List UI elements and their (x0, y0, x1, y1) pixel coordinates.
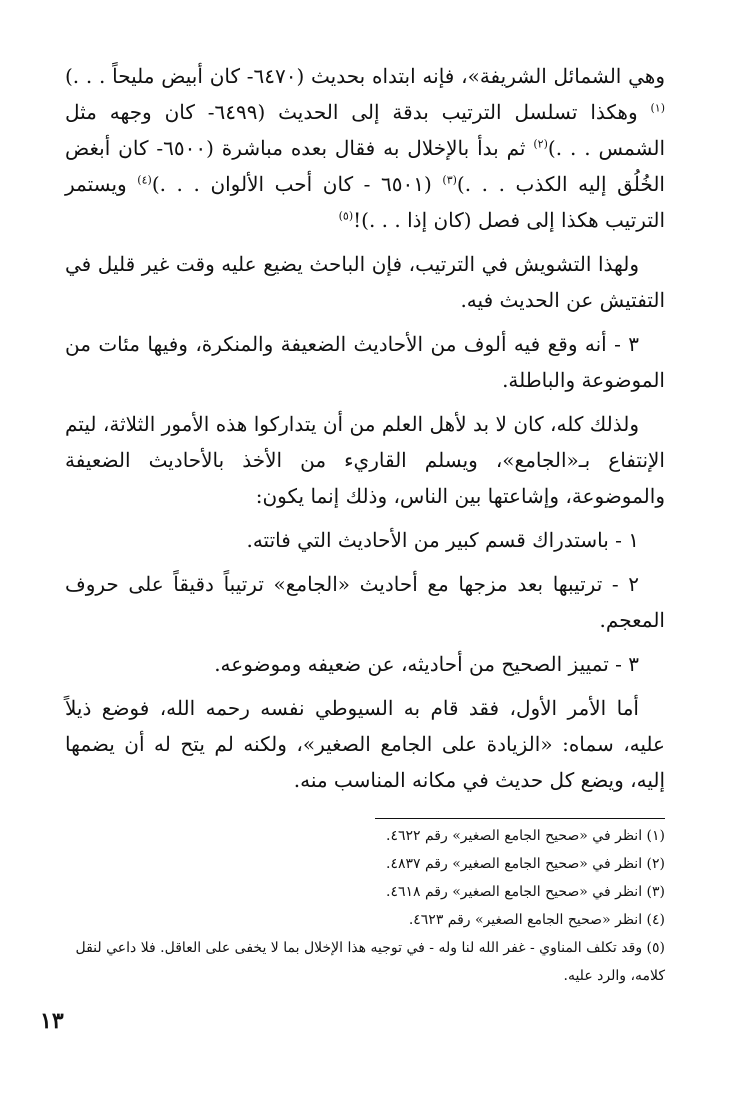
paragraph: ولذلك كله، كان لا بد لأهل العلم من أن يتداركوا هذه الأمور الثلاثة، ليتم الإنتفاع بـ«الجامع»، ويسلم القاريء من الأخذ بالأحاديث الضعيفة والموضوعة، وإشاعتها بين الناس، وذلك إنما يكون: (65, 412, 665, 508)
paragraph-text: وهكذا تسلسل الترتيب بدقة إلى الحديث (٦٤٩٩- كان وجهه مثل الشمس . . .) (65, 100, 666, 160)
footnote-marker-5: (٥) (338, 209, 354, 223)
footnote: (٣) انظر في «صحيح الجامع الصغير» رقم ٤٦١٨. (386, 884, 665, 900)
footnote: (٢) انظر في «صحيح الجامع الصغير» رقم ٤٨٣٧. (386, 856, 665, 872)
list-item: ١ - باستدراك قسم كبير من الأحاديث التي فاتته. (246, 528, 639, 552)
paragraph: ولهذا التشويش في الترتيب، فإن الباحث يضيع عليه وقت غير قليل في التفتيش عن الحديث فيه. (65, 252, 665, 312)
footnote: (٤) انظر «صحيح الجامع الصغير» رقم ٤٦٢٣. (408, 912, 665, 928)
paragraph-text: وهي الشمائل الشريفة»، فإنه ابتداه بحديث (٦٤٧٠- كان أبيض مليحاً . . .) (65, 64, 665, 88)
footnote-marker-4: (٤) (137, 173, 152, 187)
footnote: (١) انظر في «صحيح الجامع الصغير» رقم ٤٦٢٢. (386, 828, 665, 844)
paragraph-text: (٦٥٠١ - كان أحب الألوان . . .) (151, 172, 443, 196)
list-item: ٣ - أنه وقع فيه ألوف من الأحاديث الضعيفة والمنكرة، وفيها مئات من الموضوعة والباطلة. (65, 332, 665, 392)
paragraph-text: ويستمر الترتيب هكذا إلى فصل (كان إذا . . .)! (65, 172, 665, 232)
footnote-marker-1: (١) (650, 101, 665, 115)
footnotes (65, 822, 665, 990)
page-number: ١٣ (40, 1008, 64, 1034)
footnote-marker-2: (٢) (533, 137, 548, 151)
paragraph: أما الأمر الأول، فقد قام به السيوطي نفسه رحمه الله، فوضع ذيلاً عليه، سماه: «الزيادة على الجامع الصغير»، ولكنه لم يتح له أن يضمها إليه، ويضع كل حديث في مكانه المناسب منه. (65, 696, 665, 792)
main-text (65, 58, 665, 806)
paragraph-text: ثم بدأ بالإخلال به فقال بعده مباشرة (٦٥٠٠- كان أبغض الخُلُق إليه الكذب . . .) (65, 136, 665, 196)
list-item: ٣ - تمييز الصحيح من أحاديثه، عن ضعيفه وموضوعه. (214, 652, 639, 676)
footnote-marker-3: (٣) (442, 173, 457, 187)
footnote: (٥) وقد تكلف المناوي - غفر الله لنا وله - في توجيه هذا الإخلال بما لا يخفى على العاقل. فلا داعي لنقل كلامه، والرد عليه. (75, 940, 665, 984)
paragraph-hadith-order (65, 58, 665, 238)
list-item: ٢ - ترتيبها بعد مزجها مع أحاديث «الجامع» ترتيباً دقيقاً على حروف المعجم. (65, 572, 665, 632)
footnote-divider (375, 818, 665, 819)
